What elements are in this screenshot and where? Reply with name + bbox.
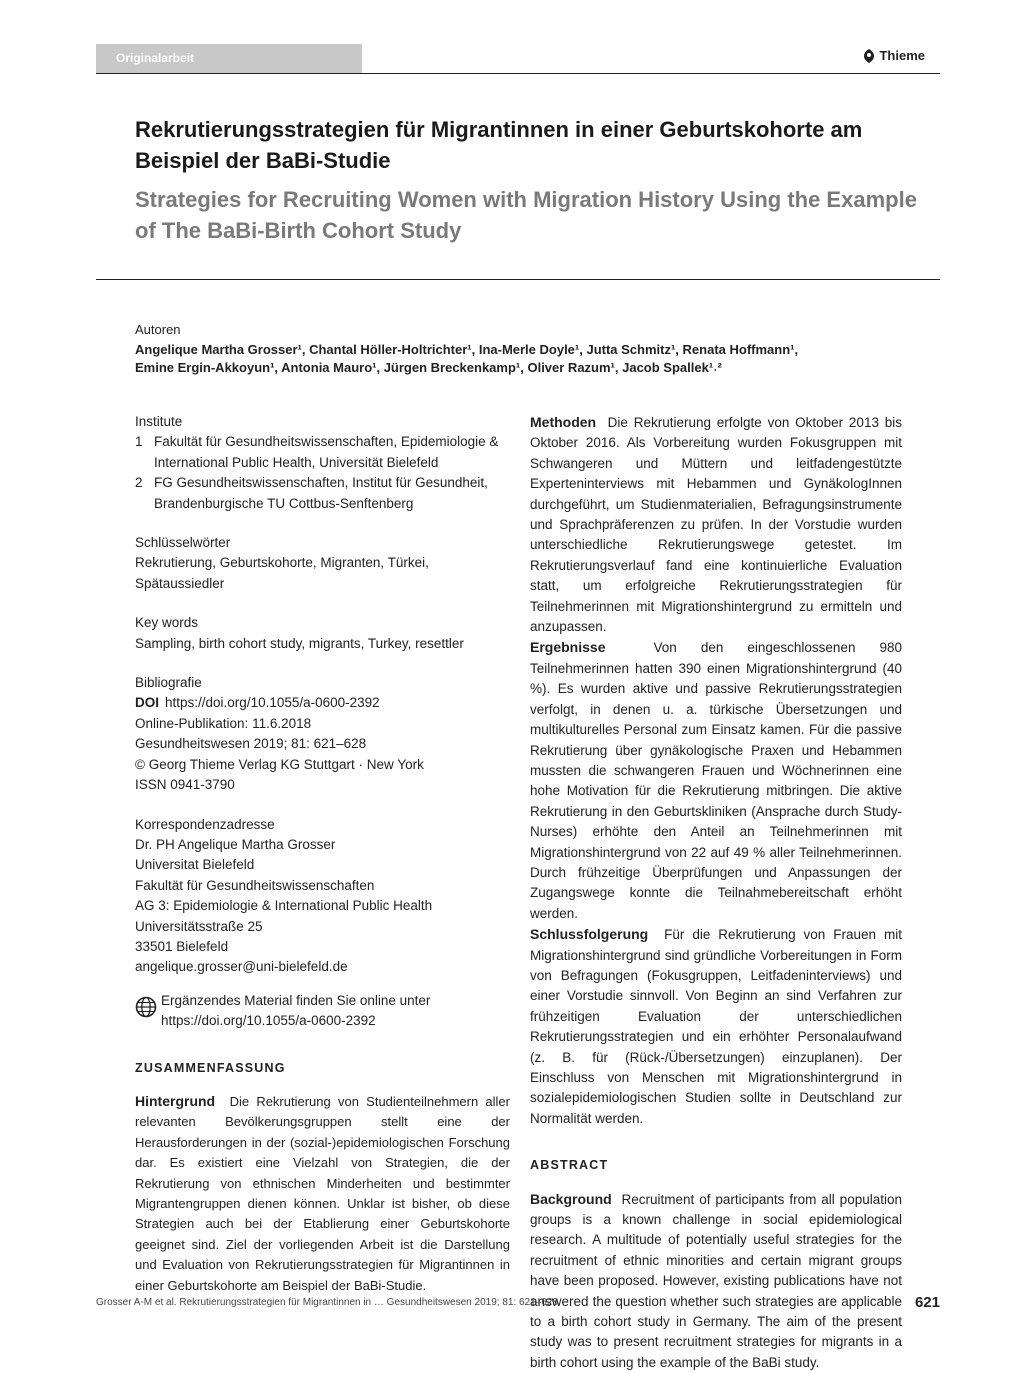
schlussfolgerung-paragraph bbox=[530, 924, 902, 1129]
abstract-heading: ABSTRACT bbox=[530, 1158, 609, 1173]
bibliografie-label: Bibliografie bbox=[135, 675, 202, 691]
supplementary-note bbox=[135, 991, 510, 1032]
ergebnisse-paragraph bbox=[530, 637, 902, 924]
background-label: Background bbox=[530, 1190, 612, 1207]
correspondence-line: Universitat Bielefeld bbox=[135, 857, 255, 873]
authors-label: Autoren bbox=[135, 322, 181, 337]
authors-line-1: Angelique Martha Grosser¹, Chantal Höller-Holtrichter¹, Ina-Merle Doyle¹, Jutta Schmitz¹, Renata Hoffmann¹, bbox=[135, 342, 799, 357]
institute-text: FG Gesundheitswissenschaften, Institut für Gesundheit, Brandenburgische TU Cottbus-Senftenberg bbox=[154, 475, 488, 511]
right-column bbox=[530, 412, 902, 1373]
methoden-paragraph bbox=[530, 412, 902, 637]
hintergrund-text: Die Rekrutierung von Studienteilnehmern aller relevanten Bevölkerungsgruppen stellt eine der Herausforderungen in der (sozial-)epidemiologischen Forschung dar. Es existiert eine Vielzahl von Strategien, die der Rekrutierung von ethnischen Minderheiten und bestimmter Migrantengruppen dienen können. Unklar ist bisher, ob diese Strategien auch bei der Etablierung einer Geburtskohorte geeignet sind. Ziel der vorliegenden Arbeit ist die Darstellung und Evaluation von Rekrutierungsstrategien für Migrantinnen in einer Geburtskohorte am Beispiel der BaBi-Studie. bbox=[135, 1093, 510, 1293]
footer-citation: Grosser A-M et al. Rekrutierungsstrategien für Migrantinnen in … Gesundheitswesen 2019; 81: 621–628 bbox=[96, 1297, 558, 1308]
correspondence-email[interactable]: angelique.grosser@uni-bielefeld.de bbox=[135, 959, 348, 975]
german-title: Rekrutierungsstrategien für Migrantinnen in einer Geburtskohorte am Beispiel der BaBi-Studie bbox=[135, 117, 863, 173]
online-publication: Online-Publikation: 11.6.2018 bbox=[135, 715, 312, 731]
hintergrund-paragraph bbox=[135, 1091, 510, 1296]
section-label: Originalarbeit bbox=[96, 44, 362, 73]
schlussfolgerung-text: Für die Rekrutierung von Frauen mit Migrationshintergrund sind gründliche Vorbereitungen in Form von Befragungen (Fokusgruppen, Leitfadeninterviews) und einer Vorstudie sinnvoll. Von Beginn an sind Verfahren zur frühzeitigen Evaluation der unterschiedlichen Rekrutierungsstrategien und ein erhöhter Personalaufwand (z. B. für (Rück-/Übersetzungen) einzuplanen). Der Einschluss von Menschen mit Migrationshintergrund in sozialepidemiologischen Studien sollte in Deutschland zur Normalität werden. bbox=[530, 927, 902, 1126]
doi-line bbox=[135, 693, 510, 713]
schlussfolgerung-label: Schlussfolgerung bbox=[530, 926, 649, 943]
correspondence-line: 33501 Bielefeld bbox=[135, 938, 229, 954]
institute-item bbox=[135, 473, 510, 514]
institute-text: Fakultät für Gesundheitswissenschaften, Epidemiologie & International Public Health, Universität Bielefeld bbox=[154, 434, 499, 470]
zusammenfassung-heading: ZUSAMMENFASSUNG bbox=[135, 1060, 286, 1075]
issn: ISSN 0941-3790 bbox=[135, 777, 235, 793]
correspondence-line: AG 3: Epidemiologie & International Public Health bbox=[135, 898, 433, 914]
schluesselwoerter-block bbox=[135, 533, 510, 594]
background-paragraph bbox=[530, 1189, 902, 1373]
hintergrund-label: Hintergrund bbox=[135, 1092, 216, 1109]
keywords-text: Sampling, birth cohort study, migrants, Turkey, resettler bbox=[135, 635, 464, 651]
journal-citation: Gesundheitswesen 2019; 81: 621–628 bbox=[135, 736, 367, 752]
doi-link[interactable]: https://doi.org/10.1055/a-0600-2392 bbox=[165, 695, 380, 711]
doi-label: DOI bbox=[135, 695, 160, 711]
supplementary-text: Ergänzendes Material finden Sie online unter bbox=[161, 992, 431, 1008]
correspondence-line: Dr. PH Angelique Martha Grosser bbox=[135, 836, 336, 852]
copyright: © Georg Thieme Verlag KG Stuttgart · New York bbox=[135, 756, 424, 772]
correspondence-line: Universitätsstraße 25 bbox=[135, 918, 263, 934]
schluesselwoerter-label: Schlüsselwörter bbox=[135, 535, 231, 551]
institutes-block bbox=[135, 412, 510, 514]
title-block bbox=[135, 114, 925, 246]
authors-line-2: Emine Ergin-Akkoyun¹, Antonia Mauro¹, Jürgen Breckenkamp¹, Oliver Razum¹, Jacob Spallek¹˒² bbox=[135, 360, 722, 375]
correspondence-label: Korrespondenzadresse bbox=[135, 816, 275, 832]
page-number: 621 bbox=[914, 1294, 940, 1311]
supplementary-link[interactable]: https://doi.org/10.1055/a-0600-2392 bbox=[161, 1013, 376, 1029]
institute-number: 2 bbox=[135, 475, 143, 491]
institutes-label: Institute bbox=[135, 414, 183, 429]
header-rule bbox=[96, 73, 940, 74]
background-text: Recruitment of participants from all population groups is a known challenge in social epidemiological research. A multitude of potentially useful strategies for the recruitment of ethnic minorities and certain migrant groups have been proposed. However, existing publications have not answered the question whether such strategies are applicable to a birth cohort study in Germany. The aim of the present study was to present recruitment strategies for migrants in a birth cohort using the example of the BaBi study. bbox=[530, 1191, 902, 1370]
ergebnisse-label: Ergebnisse bbox=[530, 639, 606, 656]
english-title: Strategies for Recruiting Women with Migration History Using the Example of The BaBi-Birth Cohort Study bbox=[135, 187, 917, 243]
keywords-block bbox=[135, 613, 510, 654]
methoden-text: Die Rekrutierung erfolgte von Oktober 2013 bis Oktober 2016. Als Vorbereitung wurden Fokusgruppen mit Schwangeren und Müttern und leitfadengestützte Experteninterviews mit Hebammen und GynäkologInnen durchgeführt, um Studienmaterialien, Befragungsinstrumente und Sprachpräferenzen zu prüfen. In der Vorstudie wurden unterschiedliche Rekrutierungswege getestet. Im Rekrutierungsverlauf fand eine kontinuierliche Evaluation statt, um erfolgreiche Rekrutierungsstrategien für Teilnehmerinnen mit Migrationshintergrund zu ermitteln und anzupassen. bbox=[530, 415, 902, 635]
correspondence-block bbox=[135, 815, 510, 978]
publisher-logo bbox=[863, 48, 925, 63]
institute-item bbox=[135, 432, 510, 473]
schluesselwoerter-text: Rekrutierung, Geburtskohorte, Migranten, Türkei, Spätaussiedler bbox=[135, 555, 429, 591]
title-rule bbox=[96, 279, 940, 280]
institute-number: 1 bbox=[135, 434, 143, 450]
ergebnisse-text: Von den eingeschlossenen 980 Teilnehmerinnen hatten 390 einen Migrationshintergrund (40 %). Es wurden aktive und passive Rekrutierungsstrategien verfolgt, in denen u. a. türkische Übersetzungen und multikulturelles Personal zum Einsatz kamen. Für die passive Rekrutierung über gynäkologische Praxen und Hebammen mussten die schwangeren Frauen und Wöchnerinnen eine hohe Motivation für die Rekrutierung mitbringen. Die aktive Rekrutierung in den Geburtskliniken (Ansprache durch Study-Nurses) erhöhte den Anteil an Teilnehmerinnen mit Migrationshintergrund von 22 auf 49 % aller Teilnehmerinnen. Durch frühzeitige Überprüfungen und Anpassungen der Zugangswege konnte die Teilnahmebereitschaft erhöht werden. bbox=[530, 640, 902, 921]
left-column bbox=[135, 412, 510, 1296]
publisher-name: Thieme bbox=[879, 48, 925, 63]
globe-icon bbox=[135, 996, 157, 1018]
keywords-label: Key words bbox=[135, 615, 199, 631]
methoden-label: Methoden bbox=[530, 414, 597, 430]
bibliografie-block bbox=[135, 673, 510, 795]
thieme-emblem-icon bbox=[863, 49, 875, 63]
authors-block bbox=[135, 321, 895, 377]
correspondence-line: Fakultät für Gesundheitswissenschaften bbox=[135, 877, 375, 893]
